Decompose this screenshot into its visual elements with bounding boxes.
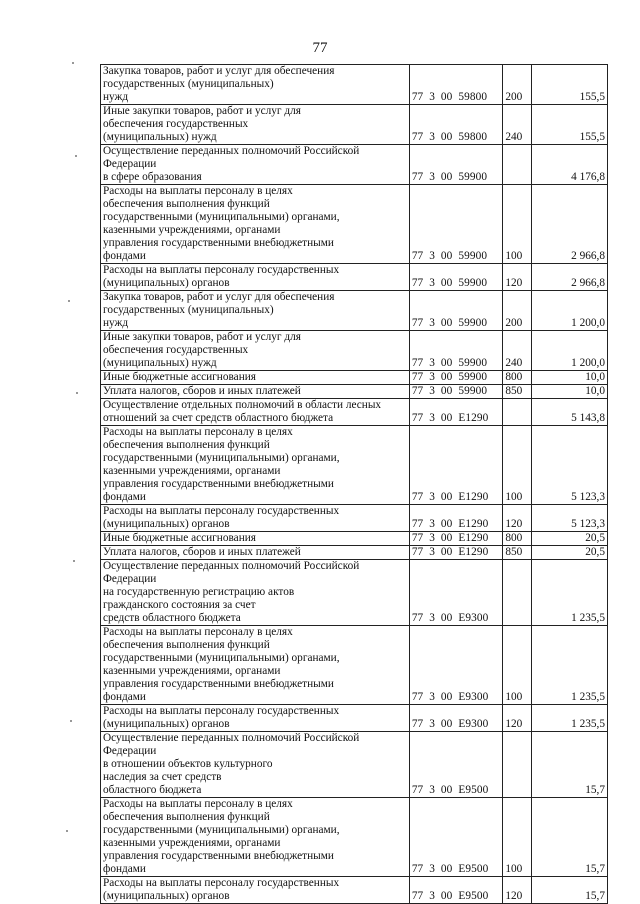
table-row xyxy=(101,426,608,505)
amount: 155,5 xyxy=(531,105,607,145)
target-article-code: 77 3 00 59900 xyxy=(409,371,503,385)
table-row xyxy=(101,798,608,877)
table-row xyxy=(101,705,608,732)
table-row xyxy=(101,877,608,904)
amount: 5 123,3 xyxy=(531,505,607,532)
amount: 10,0 xyxy=(531,371,607,385)
target-article-code: 77 3 00 59800 xyxy=(409,65,503,105)
amount: 15,7 xyxy=(531,732,607,798)
table-row xyxy=(101,291,608,331)
expense-name: Уплата налогов, сборов и иных платежей xyxy=(101,385,410,399)
table-row xyxy=(101,145,608,185)
target-article-code: 77 3 00 E9300 xyxy=(409,705,503,732)
margin-dot xyxy=(66,830,68,832)
target-article-code: 77 3 00 59800 xyxy=(409,105,503,145)
expense-type-code: 120 xyxy=(503,264,531,291)
amount: 5 123,3 xyxy=(531,426,607,505)
expense-type-code xyxy=(503,399,531,426)
expense-type-code: 120 xyxy=(503,505,531,532)
expense-type-code: 200 xyxy=(503,65,531,105)
expense-name: Иные бюджетные ассигнования xyxy=(101,371,410,385)
target-article-code: 77 3 00 E9300 xyxy=(409,626,503,705)
amount: 155,5 xyxy=(531,65,607,105)
margin-dot xyxy=(76,392,78,394)
expense-name: Расходы на выплаты персоналу государственных (муниципальных) органов xyxy=(101,505,410,532)
table-row xyxy=(101,546,608,560)
amount: 2 966,8 xyxy=(531,185,607,264)
table-row xyxy=(101,532,608,546)
amount: 10,0 xyxy=(531,385,607,399)
amount: 15,7 xyxy=(531,877,607,904)
expense-name: Осуществление переданных полномочий Российской Федерации в сфере образования xyxy=(101,145,410,185)
expense-type-code: 100 xyxy=(503,626,531,705)
table-row xyxy=(101,371,608,385)
amount: 15,7 xyxy=(531,798,607,877)
expense-name: Расходы на выплаты персоналу в целях обеспечения выполнения функций государственными (муниципальными) органами, казенными учреждениями, органами управления государственными внебюджетными фондами xyxy=(101,798,410,877)
amount: 2 966,8 xyxy=(531,264,607,291)
table-row xyxy=(101,385,608,399)
expense-type-code: 100 xyxy=(503,185,531,264)
expense-name: Иные закупки товаров, работ и услуг для обеспечения государственных (муниципальных) нужд xyxy=(101,105,410,145)
target-article-code: 77 3 00 E9500 xyxy=(409,732,503,798)
expense-name: Расходы на выплаты персоналу государственных (муниципальных) органов xyxy=(101,705,410,732)
target-article-code: 77 3 00 59900 xyxy=(409,145,503,185)
table-row xyxy=(101,185,608,264)
expense-name: Закупка товаров, работ и услуг для обеспечения государственных (муниципальных) нужд xyxy=(101,65,410,105)
target-article-code: 77 3 00 E9500 xyxy=(409,877,503,904)
expense-type-code: 100 xyxy=(503,798,531,877)
budget-table xyxy=(100,64,608,904)
amount: 1 235,5 xyxy=(531,705,607,732)
expense-type-code xyxy=(503,145,531,185)
amount: 20,5 xyxy=(531,532,607,546)
table-row xyxy=(101,105,608,145)
target-article-code: 77 3 00 E1290 xyxy=(409,399,503,426)
expense-name: Иные закупки товаров, работ и услуг для обеспечения государственных (муниципальных) нужд xyxy=(101,331,410,371)
target-article-code: 77 3 00 E1290 xyxy=(409,426,503,505)
expense-type-code: 850 xyxy=(503,385,531,399)
target-article-code: 77 3 00 E1290 xyxy=(409,505,503,532)
expense-type-code: 120 xyxy=(503,877,531,904)
margin-dot xyxy=(73,560,75,562)
target-article-code: 77 3 00 59900 xyxy=(409,385,503,399)
amount: 4 176,8 xyxy=(531,145,607,185)
expense-type-code xyxy=(503,732,531,798)
expense-name: Осуществление переданных полномочий Российской Федерации в отношении объектов культурного наследия за счет средств областного бюджета xyxy=(101,732,410,798)
expense-name: Закупка товаров, работ и услуг для обеспечения государственных (муниципальных) нужд xyxy=(101,291,410,331)
expense-type-code: 240 xyxy=(503,105,531,145)
table-row xyxy=(101,65,608,105)
expense-name: Расходы на выплаты персоналу в целях обеспечения выполнения функций государственными (муниципальными) органами, казенными учреждениями, органами управления государственными внебюджетными фондами xyxy=(101,626,410,705)
amount: 1 200,0 xyxy=(531,291,607,331)
target-article-code: 77 3 00 59900 xyxy=(409,331,503,371)
page-number: 77 xyxy=(312,40,328,56)
target-article-code: 77 3 00 E1290 xyxy=(409,546,503,560)
expense-name: Расходы на выплаты персоналу в целях обеспечения выполнения функций государственными (муниципальными) органами, казенными учреждениями, органами управления государственными внебюджетными фондами xyxy=(101,185,410,264)
expense-name: Расходы на выплаты персоналу государственных (муниципальных) органов xyxy=(101,264,410,291)
target-article-code: 77 3 00 E9500 xyxy=(409,798,503,877)
table-row xyxy=(101,331,608,371)
expense-type-code: 120 xyxy=(503,705,531,732)
margin-dot xyxy=(75,155,77,157)
expense-type-code: 200 xyxy=(503,291,531,331)
table-row xyxy=(101,560,608,626)
amount: 5 143,8 xyxy=(531,399,607,426)
expense-name: Иные бюджетные ассигнования xyxy=(101,532,410,546)
table-row xyxy=(101,505,608,532)
table-row xyxy=(101,399,608,426)
target-article-code: 77 3 00 E9300 xyxy=(409,560,503,626)
target-article-code: 77 3 00 E1290 xyxy=(409,532,503,546)
amount: 20,5 xyxy=(531,546,607,560)
margin-dot xyxy=(68,300,70,302)
expense-name: Осуществление переданных полномочий Российской Федерации на государственную регистрацию актов гражданского состояния за счет средств областного бюджета xyxy=(101,560,410,626)
expense-name: Расходы на выплаты персоналу государственных (муниципальных) органов xyxy=(101,877,410,904)
expense-type-code: 800 xyxy=(503,532,531,546)
table-row xyxy=(101,626,608,705)
target-article-code: 77 3 00 59900 xyxy=(409,185,503,264)
target-article-code: 77 3 00 59900 xyxy=(409,291,503,331)
expense-type-code xyxy=(503,560,531,626)
table-row xyxy=(101,264,608,291)
target-article-code: 77 3 00 59900 xyxy=(409,264,503,291)
amount: 1 235,5 xyxy=(531,626,607,705)
amount: 1 200,0 xyxy=(531,331,607,371)
expense-name: Осуществление отдельных полномочий в области лесных отношений за счет средств областного бюджета xyxy=(101,399,410,426)
expense-name: Расходы на выплаты персоналу в целях обеспечения выполнения функций государственными (муниципальными) органами, казенными учреждениями, органами управления государственными внебюджетными фондами xyxy=(101,426,410,505)
table-row xyxy=(101,732,608,798)
expense-name: Уплата налогов, сборов и иных платежей xyxy=(101,546,410,560)
expense-type-code: 800 xyxy=(503,371,531,385)
amount: 1 235,5 xyxy=(531,560,607,626)
expense-type-code: 100 xyxy=(503,426,531,505)
expense-type-code: 240 xyxy=(503,331,531,371)
expense-type-code: 850 xyxy=(503,546,531,560)
margin-dot xyxy=(70,720,72,722)
margin-dot xyxy=(72,62,74,64)
